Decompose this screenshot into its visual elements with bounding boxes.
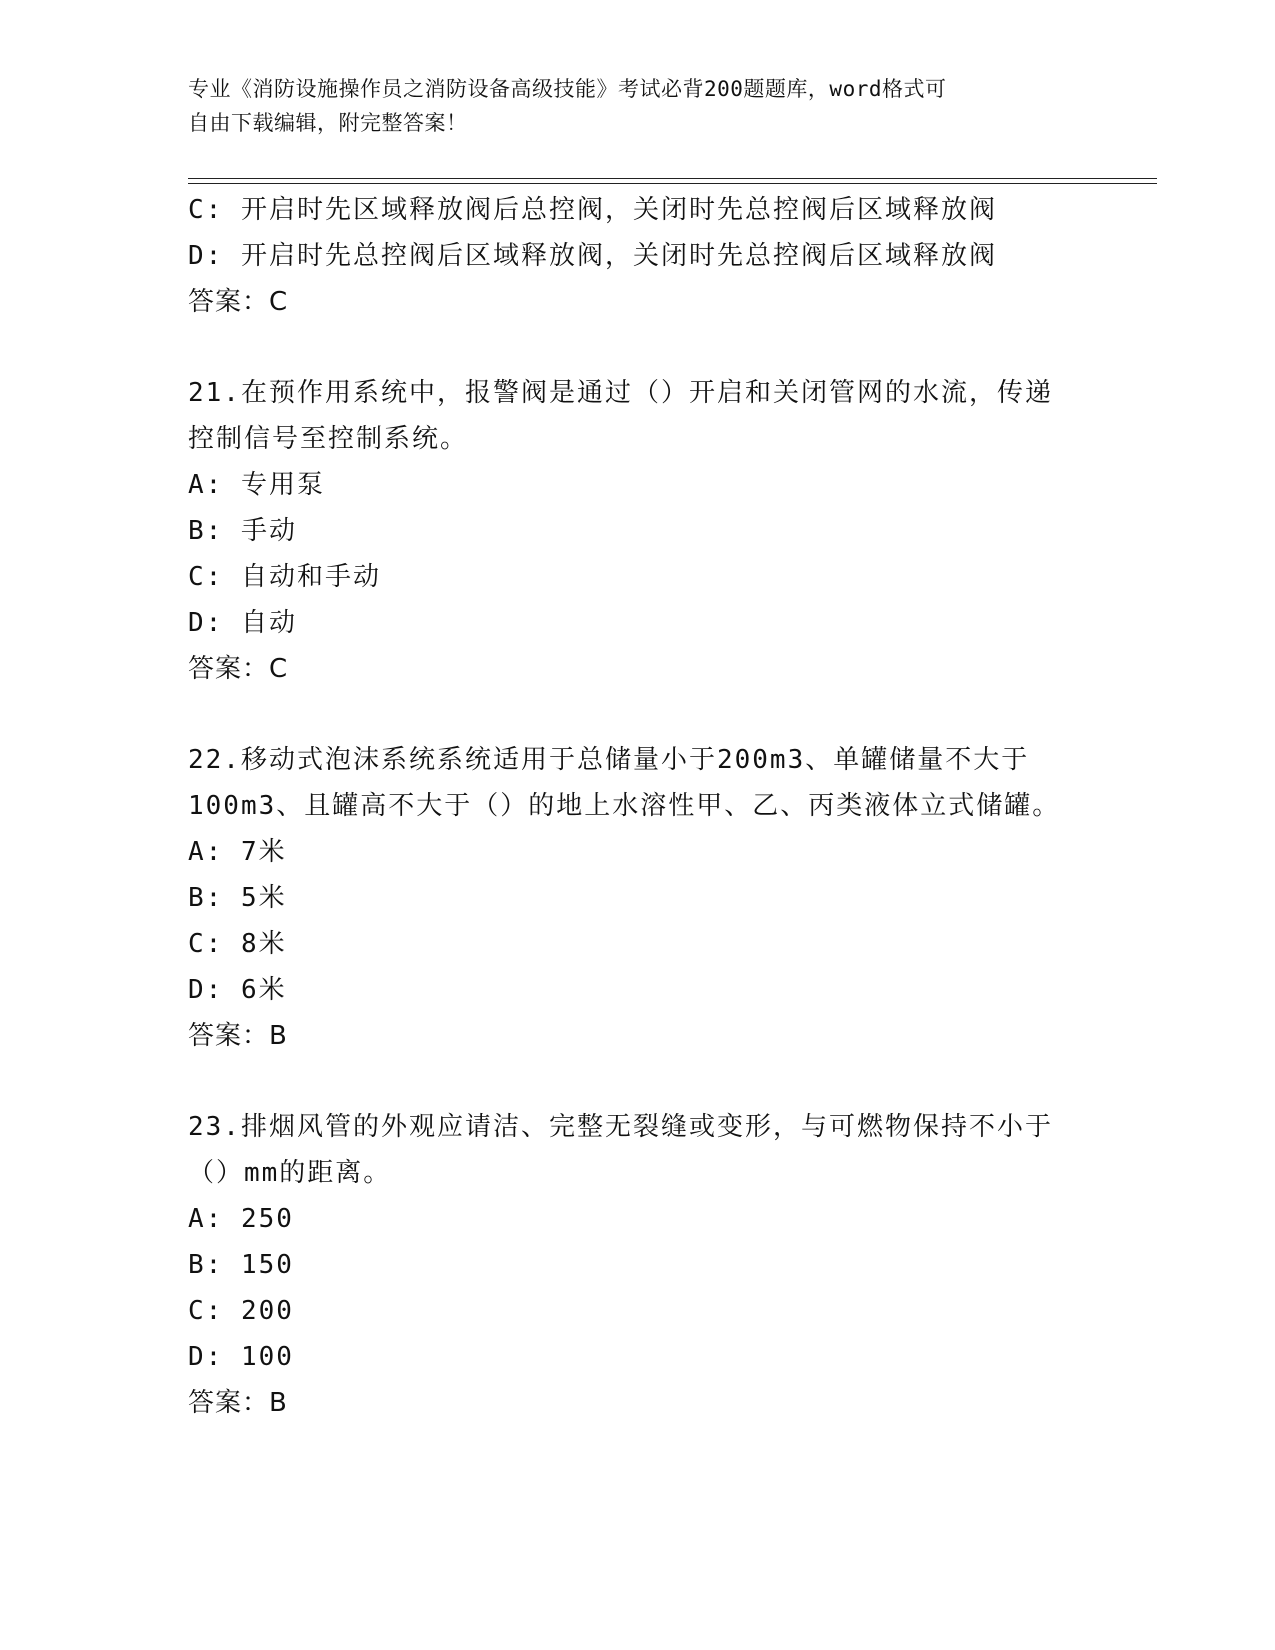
option-c: C: 200 [188, 1296, 294, 1326]
question-23 [188, 1104, 1088, 1426]
question-text-line-1: 23.排烟风管的外观应请洁、完整无裂缝或变形，与可燃物保持不小于 [188, 1112, 1053, 1142]
option-b: B: 手动 [188, 516, 297, 546]
option-d: D: 6米 [188, 975, 287, 1005]
option-d: D: 开启时先总控阀后区域释放阀，关闭时先总控阀后区域释放阀 [188, 241, 997, 271]
option-d: D: 自动 [188, 608, 297, 638]
header-divider-top [188, 178, 1157, 179]
option-a: A: 专用泵 [188, 470, 325, 500]
answer-line: 答案：B [188, 1021, 288, 1051]
answer-line: 答案：C [188, 287, 289, 317]
option-d: D: 100 [188, 1342, 294, 1372]
question-text-line-1: 22.移动式泡沫系统系统适用于总储量小于200m3、单罐储量不大于 [188, 745, 1030, 775]
header-line-1: 专业《消防设施操作员之消防设备高级技能》考试必背200题题库，word格式可 [188, 77, 947, 101]
option-c: C: 开启时先区域释放阀后总控阀，关闭时先总控阀后区域释放阀 [188, 195, 997, 225]
option-c: C: 8米 [188, 929, 287, 959]
answer-line: 答案：C [188, 654, 289, 684]
document-body [188, 187, 1088, 1426]
question-21 [188, 370, 1088, 692]
question-text-line-2: 控制信号至控制系统。 [188, 424, 469, 454]
previous-question-block [188, 187, 1088, 325]
option-a: A: 7米 [188, 837, 287, 867]
question-text-line-2: 100m3、且罐高不大于（）的地上水溶性甲、乙、丙类液体立式储罐。 [188, 791, 1061, 821]
question-text-line-1: 21.在预作用系统中，报警阀是通过（）开启和关闭管网的水流，传递 [188, 378, 1053, 408]
spacer [188, 692, 1088, 737]
header-line-2: 自由下载编辑，附完整答案！ [188, 111, 468, 135]
header-divider-bottom [188, 183, 1157, 184]
option-a: A: 250 [188, 1204, 294, 1234]
answer-line: 答案：B [188, 1388, 288, 1418]
question-22 [188, 737, 1088, 1059]
spacer [188, 1059, 1088, 1104]
option-c: C: 自动和手动 [188, 562, 381, 592]
option-b: B: 150 [188, 1250, 294, 1280]
question-text-line-2: （）mm的距离。 [188, 1158, 392, 1188]
document-header [188, 72, 1068, 140]
option-b: B: 5米 [188, 883, 287, 913]
spacer [188, 325, 1088, 370]
